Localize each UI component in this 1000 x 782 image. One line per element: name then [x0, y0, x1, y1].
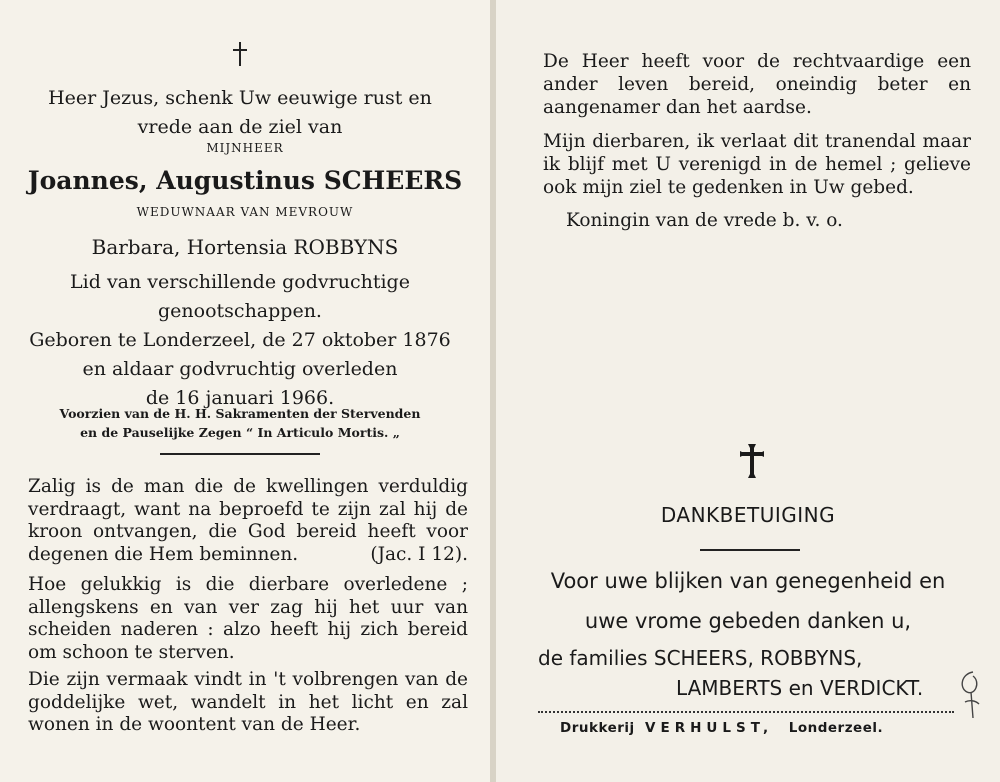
bio-line: en aldaar godvruchtig overleden — [82, 358, 398, 380]
title-prefix: MIJNHEER — [206, 141, 284, 155]
biography — [25, 268, 455, 413]
large-cross-icon — [739, 440, 765, 482]
handwritten-mark — [955, 668, 985, 723]
divider — [160, 453, 320, 455]
divider — [700, 549, 800, 551]
thanks-line: uwe vrome gebeden danken u, — [584, 609, 912, 633]
right-paragraph-2: Mijn dierbaren, ik verlaat dit tranendal maar ik blijf met U verenigd in de hemel ; gelieve ook mijn ziel te gedenken in Uw gebed. — [543, 131, 971, 198]
spouse-name: Barbara, Hortensia ROBBYNS — [91, 235, 399, 259]
bio-line: Lid van verschillende godvruchtige — [70, 271, 410, 293]
deceased-name: Joannes, Augustinus SCHEERS — [27, 166, 463, 195]
thanks-line: LAMBERTS en VERDICKT. — [676, 676, 924, 700]
scripture-paragraph — [28, 476, 468, 566]
thanks-line: Voor uwe blijken van genegenheid en — [550, 569, 946, 593]
scripture-reference: (Jac. I 12). — [370, 543, 468, 565]
bio-line: genootschappen. — [158, 300, 322, 322]
closing-paragraph: Die zijn vermaak vindt in 't volbrengen van de goddelijke wet, wandelt in het licht en zal wonen in de woontent van de Heer. — [28, 669, 468, 735]
widower-line: WEDUWNAAR VAN MEVROUW — [136, 205, 354, 219]
thanks-line: de families SCHEERS, ROBBYNS, — [538, 646, 863, 670]
printer-town: Londerzeel. — [788, 720, 884, 736]
printer-name: VERHULST, — [645, 720, 774, 736]
bio-line: Geboren te Londerzeel, de 27 oktober 1876 — [29, 329, 451, 351]
invocation: Koningin van de vrede b. v. o. — [566, 210, 843, 231]
sacraments-line: en de Pauselijke Zegen “ In Articulo Mortis. „ — [80, 425, 400, 440]
printer-label: Drukkerij — [560, 720, 635, 736]
small-cross-icon — [228, 40, 252, 68]
reflection-paragraph: Hoe gelukkig is die dierbare overledene ; allengskens en van ver zag hij het uur van scheiden naderen : alzo heeft hij zich bereid om schoon te sterven. — [28, 574, 468, 663]
dotted-divider — [538, 711, 954, 713]
prayer-intro — [25, 84, 455, 142]
intro-line: Heer Jezus, schenk Uw eeuwige rust en — [48, 87, 432, 109]
right-paragraph-1: De Heer heeft voor de rechtvaardige een ander leven bereid, oneindig beter en aangenamer dan het aardse. — [543, 51, 971, 118]
intro-line: vrede aan de ziel van — [137, 116, 343, 138]
sacraments-note — [25, 404, 455, 442]
bio-line: de 16 januari 1966. — [145, 387, 335, 409]
printer-credit — [560, 720, 960, 736]
paragraph-text: Zalig is de man die de kwellingen verduldig verdraagt, want na beproefd te zijn zal hij de kroon ontvangen, die God bereid heeft voor degenen die Hem beminnen. — [28, 476, 468, 565]
thanks-heading: DANKBETUIGING — [660, 503, 836, 527]
sacraments-line: Voorzien van de H. H. Sakramenten der Stervenden — [59, 406, 421, 421]
